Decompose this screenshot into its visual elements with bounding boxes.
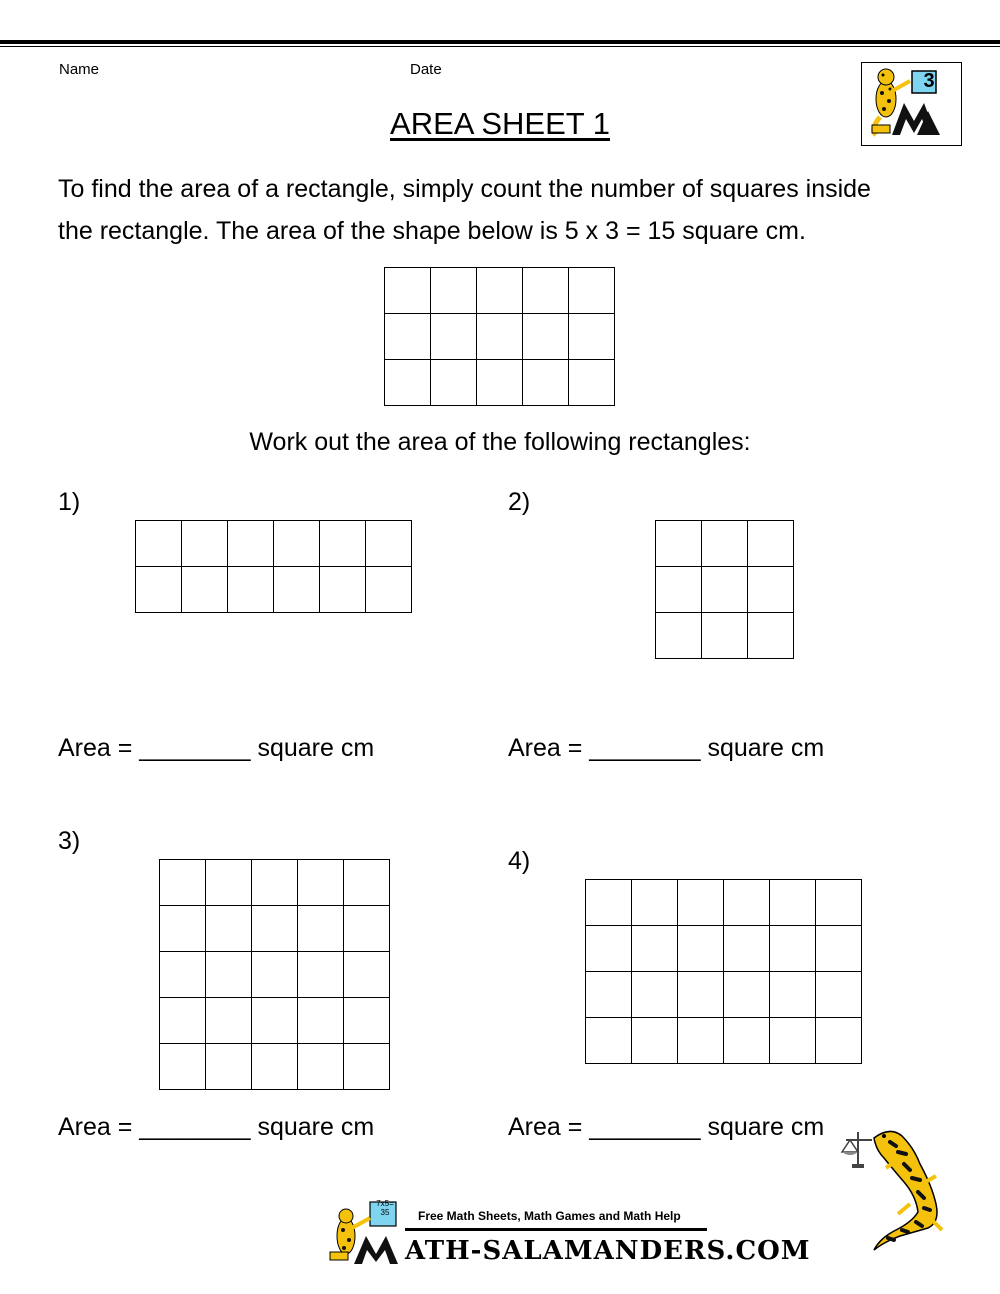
grid-cell	[656, 567, 702, 613]
grid-cell	[656, 521, 702, 567]
grid-cell	[228, 521, 274, 567]
question-1-grid	[135, 520, 412, 613]
grid-cell	[206, 998, 252, 1044]
grid-cell	[816, 972, 862, 1018]
question-3-label: 3)	[58, 827, 81, 855]
grid-cell	[523, 268, 569, 314]
grid-cell	[632, 972, 678, 1018]
grid-cell	[252, 860, 298, 906]
grid-cell	[252, 1044, 298, 1090]
intro-line-1: To find the area of a rectangle, simply count the number of squares inside	[58, 175, 871, 203]
grid-cell	[770, 880, 816, 926]
date-label: Date	[410, 61, 442, 78]
grid-cell	[632, 880, 678, 926]
question-3-answer[interactable]: Area = ________ square cm	[58, 1113, 375, 1141]
grid-cell	[816, 926, 862, 972]
question-4-answer[interactable]: Area = ________ square cm	[508, 1113, 825, 1141]
grid-cell	[477, 360, 523, 406]
grid-cell	[366, 567, 412, 613]
grid-cell	[586, 1018, 632, 1064]
grid-cell	[748, 613, 794, 659]
grid-cell	[298, 998, 344, 1044]
question-4-label: 4)	[508, 847, 531, 875]
grid-cell	[385, 268, 431, 314]
intro-line-2: the rectangle. The area of the shape below is 5 x 3 = 15 square cm.	[58, 217, 806, 245]
grid-cell	[320, 567, 366, 613]
grid-cell	[206, 952, 252, 998]
grid-cell	[206, 860, 252, 906]
grid-cell	[678, 880, 724, 926]
footer-sign-text: 7x5= 35	[376, 1199, 394, 1217]
grid-cell	[298, 906, 344, 952]
grid-cell	[702, 613, 748, 659]
grid-cell	[770, 972, 816, 1018]
grid-cell	[136, 567, 182, 613]
grid-cell	[160, 906, 206, 952]
grid-cell	[816, 880, 862, 926]
top-rule	[0, 40, 1000, 44]
grade-badge: 3	[923, 70, 935, 92]
grid-cell	[160, 998, 206, 1044]
grid-cell	[298, 1044, 344, 1090]
grid-cell	[702, 567, 748, 613]
grid-cell	[252, 952, 298, 998]
question-1-label: 1)	[58, 488, 81, 516]
grid-cell	[569, 268, 615, 314]
grid-cell	[252, 998, 298, 1044]
grid-cell	[748, 521, 794, 567]
grid-cell	[477, 314, 523, 360]
grid-cell	[160, 860, 206, 906]
salamander-scales-icon	[840, 1118, 950, 1256]
page-title: AREA SHEET 1	[390, 106, 610, 141]
grid-cell	[724, 1018, 770, 1064]
grid-cell	[206, 1044, 252, 1090]
grid-cell	[702, 521, 748, 567]
grid-cell	[816, 1018, 862, 1064]
name-label: Name	[59, 61, 100, 78]
grid-cell	[136, 521, 182, 567]
grid-cell	[477, 268, 523, 314]
grid-cell	[182, 567, 228, 613]
question-2-label: 2)	[508, 488, 531, 516]
top-rule-thin	[0, 46, 1000, 47]
grid-cell	[586, 880, 632, 926]
grid-cell	[656, 613, 702, 659]
grid-cell	[748, 567, 794, 613]
grid-cell	[523, 314, 569, 360]
grid-cell	[678, 1018, 724, 1064]
grid-cell	[182, 521, 228, 567]
grid-cell	[770, 926, 816, 972]
grid-cell	[632, 926, 678, 972]
grid-cell	[770, 1018, 816, 1064]
grid-cell	[724, 926, 770, 972]
grid-cell	[320, 521, 366, 567]
grid-cell	[206, 906, 252, 952]
grid-cell	[385, 360, 431, 406]
grid-cell	[586, 926, 632, 972]
instruction-text: Work out the area of the following rectangles:	[249, 428, 751, 456]
grid-cell	[586, 972, 632, 1018]
grid-cell	[431, 268, 477, 314]
intro-text	[58, 168, 958, 252]
question-2-grid	[655, 520, 794, 659]
grid-cell	[160, 952, 206, 998]
footer-site-name[interactable]: ATH-SALAMANDERS.COM	[405, 1236, 811, 1266]
grid-cell	[724, 972, 770, 1018]
grid-cell	[678, 926, 724, 972]
grid-cell	[252, 906, 298, 952]
question-1-answer[interactable]: Area = ________ square cm	[58, 734, 375, 762]
footer-rule	[405, 1228, 707, 1231]
grid-cell	[569, 314, 615, 360]
example-grid	[384, 267, 615, 406]
grid-cell	[569, 360, 615, 406]
grid-cell	[274, 567, 320, 613]
question-2-answer[interactable]: Area = ________ square cm	[508, 734, 825, 762]
question-4-grid	[585, 879, 862, 1064]
grid-cell	[523, 360, 569, 406]
grid-cell	[298, 860, 344, 906]
grid-cell	[274, 521, 320, 567]
grid-cell	[344, 998, 390, 1044]
grid-cell	[298, 952, 344, 998]
grid-cell	[344, 952, 390, 998]
grid-cell	[366, 521, 412, 567]
grid-cell	[344, 860, 390, 906]
footer-tagline: Free Math Sheets, Math Games and Math Help	[418, 1209, 681, 1223]
question-3-grid	[159, 859, 390, 1090]
grid-cell	[344, 906, 390, 952]
grid-cell	[385, 314, 431, 360]
grid-cell	[228, 567, 274, 613]
grid-cell	[678, 972, 724, 1018]
grid-cell	[431, 314, 477, 360]
grid-cell	[431, 360, 477, 406]
grid-cell	[344, 1044, 390, 1090]
grid-cell	[160, 1044, 206, 1090]
grid-cell	[632, 1018, 678, 1064]
grid-cell	[724, 880, 770, 926]
